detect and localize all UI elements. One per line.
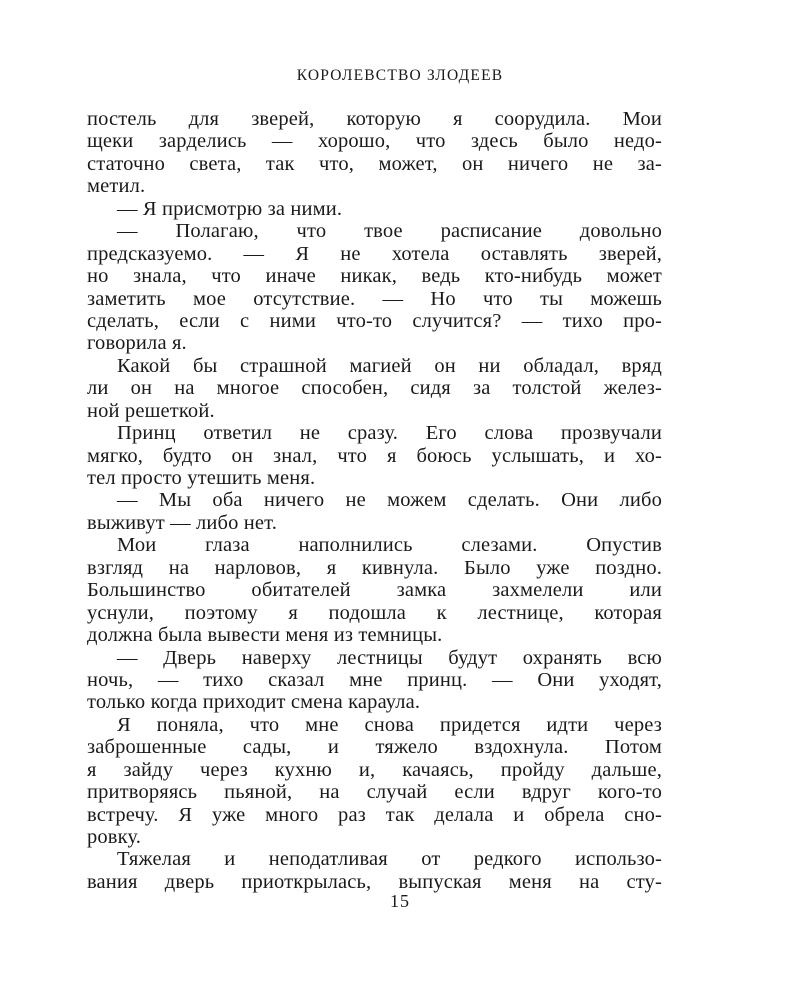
text-line: сделать, если с ними что-то случится? — тихо про- [87, 309, 662, 332]
text-line: я зайду через кухню и, качаясь, пройду дальше, [87, 758, 662, 781]
text-line: встречу. Я уже много раз так делала и обрела сно- [87, 803, 662, 826]
text-line: предсказуемо. — Я не хотела оставлять зверей, [87, 242, 662, 265]
text-line: вания дверь приоткрылась, выпуская меня на сту- [87, 870, 662, 893]
text-line: статочно света, так что, может, он ничего не за- [87, 152, 662, 175]
text-line: постель для зверей, которую я соорудила. Мои [87, 108, 662, 130]
text-line: только когда приходит смена караула. [87, 691, 421, 714]
text-line: — Мы оба ничего не можем сделать. Они либо [117, 489, 662, 512]
text-line: уснули, поэтому я подошла к лестнице, которая [87, 601, 662, 624]
body-text [87, 108, 662, 893]
text-line: ли он на многое способен, сидя за толстой желез- [87, 377, 662, 400]
text-line: Какой бы страшной магией он ни обладал, вряд [117, 354, 662, 377]
text-line: — Дверь наверху лестницы будут охранять всю [117, 646, 662, 669]
text-line: Принц ответил не сразу. Его слова прозвучали [117, 422, 662, 445]
text-line: тел просто утешить меня. [87, 467, 316, 489]
text-line: щеки зарделись — хорошо, что здесь было недо- [87, 130, 662, 153]
text-line: метил. [87, 175, 146, 198]
text-line: заброшенные сады, и тяжело вздохнула. Потом [87, 736, 662, 759]
text-line: Тяжелая и неподатливая от редкого использо- [117, 848, 662, 871]
text-line: притворяясь пьяной, на случай если вдруг кого-то [87, 781, 662, 804]
text-line: говорила я. [87, 332, 187, 355]
page-number: 15 [390, 891, 410, 911]
text-line: ночь, — тихо сказал мне принц. — Они уходят, [87, 668, 662, 691]
text-line: — Полагаю, что твое расписание довольно [117, 220, 662, 243]
text-line: взгляд на нарловов, я кивнула. Было уже поздно. [87, 556, 662, 579]
text-line: выживут — либо нет. [87, 511, 277, 534]
text-line: заметить мое отсутствие. — Но что ты можешь [87, 287, 662, 310]
text-line: ной решеткой. [87, 399, 215, 422]
text-line: мягко, будто он знал, что я боюсь услышать, и хо- [87, 444, 662, 467]
text-line: Большинство обитателей замка захмелели или [87, 579, 662, 602]
text-line: Я поняла, что мне снова придется идти через [117, 713, 662, 736]
running-header: КОРОЛЕВСТВО ЗЛОДЕЕВ [296, 67, 504, 84]
text-line: ровку. [87, 826, 142, 848]
text-line: — Я присмотрю за ними. [117, 197, 343, 220]
text-line: Мои глаза наполнились слезами. Опустив [117, 534, 662, 557]
text-line: но знала, что иначе никак, ведь кто-нибудь может [87, 265, 662, 288]
text-line: должна была вывести меня из темницы. [87, 624, 443, 647]
